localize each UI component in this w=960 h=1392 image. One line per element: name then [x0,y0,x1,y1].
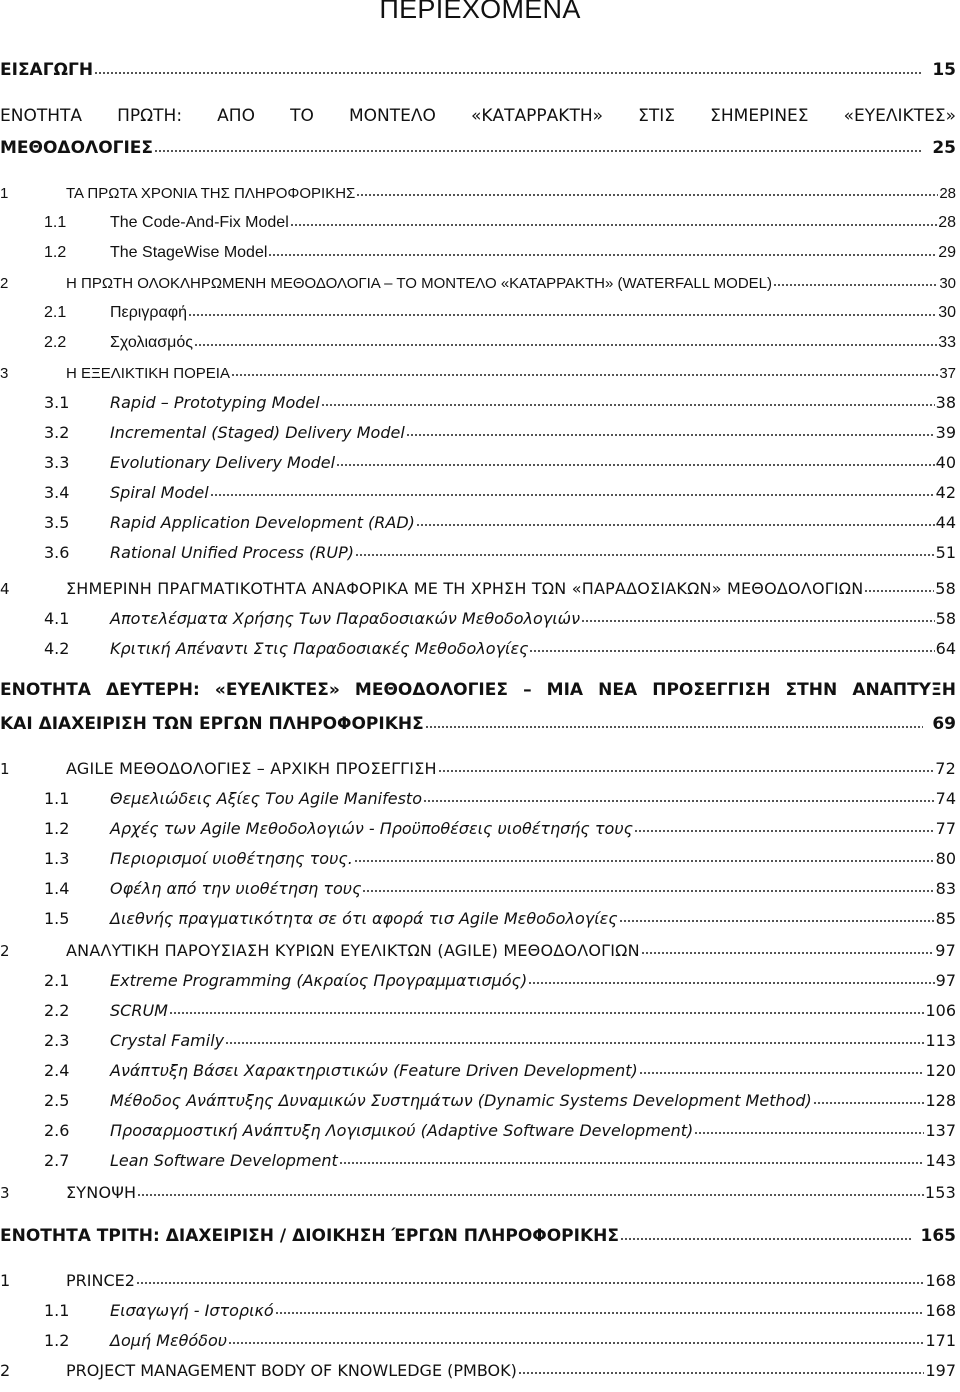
toc-entry-number: 3 [0,1184,10,1202]
toc-dot-leader [639,1071,925,1075]
toc-entry-label: Κριτική Απέναντι Στις Παραδοσιακές Μεθοδολογίες [110,639,529,658]
toc-entry-label: ΕΝΟΤΗΤΑ ΤΡΙΤΗ: ΔΙΑΧΕΙΡΙΣΗ / ΔΙΟΙΚΗΣΗ ΈΡΓΩΝ ΠΛΗΡΟΦΟΡΙΚΗΣ [0,1226,619,1246]
toc-entry-label: Ανάπτυξη Βάσει Χαρακτηριστικών (Feature Driven Development) [110,1061,638,1080]
toc-entry-label: Crystal Family [110,1031,225,1050]
toc-entry-number: 1.2 [44,819,70,838]
toc-entry[interactable] [0,996,956,1020]
toc-entry[interactable] [0,710,956,734]
toc-entry-page: 77 [935,819,956,838]
toc-entry-number: 2 [0,275,9,292]
toc-entry[interactable] [0,388,956,412]
toc-dot-leader [864,589,934,593]
toc-entry[interactable] [0,1026,956,1050]
toc-entry-number: 4.1 [44,609,70,628]
toc-entry[interactable] [0,574,956,598]
toc-entry-label: SCRUM [110,1001,168,1020]
toc-entry-page: 58 [935,579,956,598]
toc-entry-label: Evolutionary Delivery Model [110,453,336,472]
toc-entry[interactable] [0,966,956,990]
toc-entry-number: 2.6 [44,1121,70,1140]
toc-entry[interactable] [0,1146,956,1170]
toc-entry-number: 2.1 [44,971,70,990]
toc-entry-number: 1.2 [44,244,67,261]
toc-entry[interactable] [0,1116,956,1140]
toc-entry-page: 58 [935,609,956,628]
toc-entry-number: 1 [0,1271,11,1290]
toc-entry-number: 2.2 [44,1001,70,1020]
toc-entry-page: 85 [935,909,956,928]
toc-entry-number: 2 [0,942,10,960]
toc-entry-number: 1.3 [44,849,70,868]
toc-dot-leader [136,1281,925,1285]
toc-dot-leader [362,889,934,893]
toc-entry-label: ΕΙΣΑΓΩΓΗ [0,60,94,80]
toc-dot-leader [188,313,937,317]
toc-entry-label: ΜΕΘΟΔΟΛΟΓΙΕΣ [0,138,154,158]
toc-dot-leader [406,433,935,437]
toc-entry-number: 2.7 [44,1151,70,1170]
toc-entry-page: 38 [935,393,956,412]
toc-entry-number: 4.2 [44,639,70,658]
toc-dot-leader [194,343,937,347]
toc-entry[interactable] [0,298,956,322]
toc-dot-leader [231,373,938,377]
toc-entry-page: 80 [935,849,956,868]
toc-entry[interactable] [0,448,956,472]
toc-entry-label: Η ΠΡΩΤΗ ΟΛΟΚΛΗΡΩΜΕΝΗ ΜΕΘΟΔΟΛΟΓΙΑ – ΤΟ ΜΟΝΤΕΛΟ «ΚΑΤΑΡΡΑΚΤΗ» (WATERFALL MODEL) [66,275,772,292]
toc-entry[interactable] [0,1296,956,1320]
toc-entry-page: 74 [935,789,956,808]
toc-entry[interactable] [0,478,956,502]
toc-entry-label: Spiral Model [110,483,209,502]
toc-entry-page: 40 [935,453,956,472]
toc-entry[interactable] [0,604,956,628]
toc-entry[interactable] [0,134,956,158]
toc-entry[interactable] [0,844,956,868]
toc-entry-label: ΑΝΑΛΥΤΙΚΗ ΠΑΡΟΥΣΙΑΣΗ ΚΥΡΙΩΝ ΕΥΕΛΙΚΤΩΝ (AGILE) ΜΕΘΟΔΟΛΟΓΙΩΝ [66,941,640,960]
toc-dot-leader [641,951,934,955]
toc-entry-page: 128 [925,1091,956,1110]
toc-dot-leader [169,1011,924,1015]
toc-entry-label: Lean Software Development [110,1151,338,1170]
toc-entry-number: 1.1 [44,789,70,808]
toc-entry-number: 2.2 [44,334,67,351]
toc-entry[interactable] [0,1086,956,1110]
toc-entry-label: Rapid – Prototyping Model [110,393,320,412]
toc-entry-page: 29 [938,244,956,261]
toc-entry-label: ΕΝΟΤΗΤΑ ΠΡΩΤΗ: ΑΠΟ ΤΟ ΜΟΝΤΕΛΟ «ΚΑΤΑΡΡΑΚΤΗ» ΣΤΙΣ ΣΗΜΕΡΙΝΕΣ «ΕΥΕΛΙΚΤΕΣ» [0,106,956,126]
toc-dot-leader [694,1131,924,1135]
toc-entry-label: Αποτελέσματα Χρήσης Των Παραδοσιακών Μεθοδολογιών [110,609,581,628]
toc-entry-number: 3.5 [44,513,70,532]
toc-entry-page: 44 [935,513,956,532]
toc-entry-label: Μέθοδος Ανάπτυξης Δυναμικών Συστημάτων (Dynamic Systems Development Method) [110,1091,812,1110]
toc-dot-leader [529,649,934,653]
toc-entry-number: 1 [0,185,9,202]
toc-entry[interactable] [0,56,956,80]
toc-entry-label: Rational Unified Process (RUP) [110,543,354,562]
toc-entry[interactable] [0,936,956,960]
toc-entry-page: 168 [925,1271,956,1290]
toc-entry-page: 97 [935,971,956,990]
toc-entry-number: 3.6 [44,543,70,562]
toc-dot-leader [425,725,924,729]
toc-dot-leader [210,493,935,497]
toc-entry-label: Περιορισμοί υιοθέτησης τους. [110,849,353,868]
toc-dot-leader [356,193,938,197]
toc-entry-page: 42 [935,483,956,502]
toc-dot-leader [321,403,935,407]
toc-title: ΠΕΡΙΕΧΟΜΕΝΑ [379,0,581,24]
toc-dot-leader [634,829,935,833]
toc-entry-label: Σχολιασμός [110,334,193,351]
toc-entry-page: 15 [932,60,956,80]
toc-entry-page: 25 [932,138,956,158]
toc-entry-label: ΕΝΟΤΗΤΑ ΔΕΥΤΕΡΗ: «ΕΥΕΛΙΚΤΕΣ» ΜΕΘΟΔΟΛΟΓΙΕΣ – ΜΙΑ ΝΕΑ ΠΡΟΣΕΓΓΙΣΗ ΣΤΗΝ ΑΝΑΠΤΥΞΗ [0,680,956,700]
toc-entry-page: 37 [939,365,956,382]
toc-entry-page: 113 [925,1031,956,1050]
toc-dot-leader [336,463,935,467]
toc-dot-leader [228,1341,924,1345]
toc-entry-page: 51 [935,543,956,562]
toc-entry[interactable] [0,874,956,898]
toc-dot-leader [355,553,935,557]
toc-entry-label: PROJECT MANAGEMENT BODY OF KNOWLEDGE (PMBOK) [66,1361,517,1380]
toc-entry[interactable] [0,814,956,838]
toc-entry-label: AGILE ΜΕΘΟΔΟΛΟΓΙΕΣ – ΑΡΧΙΚΗ ΠΡΟΣΕΓΓΙΣΗ [66,759,437,778]
toc-entry-label: ΤΑ ΠΡΩΤΑ ΧΡΟΝΙΑ ΤΗΣ ΠΛΗΡΟΦΟΡΙΚΗΣ [66,185,356,202]
toc-entry-page: 72 [935,759,956,778]
toc-entry-number: 1.5 [44,909,70,928]
toc-entry-label: The StageWise Model [110,244,268,261]
toc-entry-number: 2.1 [44,304,67,321]
toc-dot-leader [290,223,937,227]
toc-entry[interactable] [0,904,956,928]
toc-dot-leader [268,253,937,257]
toc-entry[interactable] [0,1266,956,1290]
toc-entry-label: Οφέλη από την υιοθέτηση τους [110,879,362,898]
toc-dot-leader [518,1371,925,1375]
toc-entry-page: 97 [935,941,956,960]
toc-entry[interactable] [0,238,956,262]
toc-entry-page: 28 [939,185,956,202]
toc-entry-label: Η ΕΞΕΛΙΚΤΙΚΗ ΠΟΡΕΙΑ [66,365,230,382]
toc-dot-leader [94,71,923,75]
toc-entry-page: 28 [938,214,956,231]
toc-entry-label: Extreme Programming (Ακραίος Προγραμματισμός) [110,971,528,990]
toc-dot-leader [354,859,935,863]
toc-dot-leader [416,523,935,527]
toc-entry-label: ΚΑΙ ΔΙΑΧΕΙΡΙΣΗ ΤΩΝ ΕΡΓΩΝ ΠΛΗΡΟΦΟΡΙΚΗΣ [0,714,424,734]
toc-entry-label: Incremental (Staged) Delivery Model [110,423,405,442]
toc-entry-label: PRINCE2 [66,1271,135,1290]
toc-entry-number: 3.2 [44,423,70,442]
toc-entry[interactable] [0,634,956,658]
toc-dot-leader [620,1237,912,1241]
toc-dot-leader [773,283,938,287]
toc-entry-page: 33 [938,334,956,351]
toc-dot-leader [275,1311,925,1315]
toc-entry[interactable] [0,1056,956,1080]
toc-entry-page: 197 [925,1361,956,1380]
toc-entry-page: 39 [935,423,956,442]
toc-entry[interactable] [0,754,956,778]
toc-entry-number: 1.1 [44,1301,70,1320]
toc-entry-label: Εισαγωγή - Ιστορικό [110,1301,274,1320]
toc-entry[interactable] [0,1222,956,1246]
toc-entry[interactable] [0,508,956,532]
toc-entry-label: The Code-And-Fix Model [110,214,289,231]
toc-entry-label: ΣΗΜΕΡΙΝΗ ΠΡΑΓΜΑΤΙΚΟΤΗΤΑ ΑΝΑΦΟΡΙΚΑ ΜΕ ΤΗ ΧΡΗΣΗ ΤΩΝ «ΠΑΡΑΔΟΣΙΑΚΩΝ» ΜΕΘΟΔΟΛΟΓΙΩΝ [66,579,864,598]
toc-dot-leader [813,1101,925,1105]
toc-dot-leader [581,619,935,623]
toc-entry-label: Δομή Μεθόδου [110,1331,228,1350]
toc-entry[interactable] [0,358,956,382]
toc-entry-label: Θεμελιώδεις Αξίες Του Agile Manifesto [110,789,422,808]
toc-entry-page: 168 [925,1301,956,1320]
toc-entry[interactable] [0,102,956,126]
toc-entry-label: Προσαρμοστική Ανάπτυξη Λογισμικού (Adaptive Software Development) [110,1121,694,1140]
toc-entry[interactable] [0,1356,956,1380]
toc-entry-page: 120 [925,1061,956,1080]
toc-entry-page: 137 [925,1121,956,1140]
toc-entry-number: 2.5 [44,1091,70,1110]
toc-dot-leader [619,919,935,923]
toc-dot-leader [339,1161,925,1165]
toc-entry-page: 69 [932,714,956,734]
toc-entry-number: 2.3 [44,1031,70,1050]
toc-entry-page: 30 [938,304,956,321]
toc-dot-leader [225,1041,924,1045]
toc-dot-leader [137,1193,924,1197]
toc-entry-label: Διεθνής πραγματικότητα σε ότι αφορά τισ Agile Μεθοδολογίες [110,909,618,928]
toc-entry[interactable] [0,1178,956,1202]
toc-entry-number: 1 [0,760,10,778]
toc-entry-page: 171 [925,1331,956,1350]
toc-entry-label: Rapid Application Development (RAD) [110,513,415,532]
toc-dot-leader [154,149,923,153]
toc-dot-leader [438,769,934,773]
toc-entry-page: 83 [935,879,956,898]
toc-entry-page: 106 [925,1001,956,1020]
toc-entry-label: ΣΥΝΟΨΗ [66,1183,137,1202]
toc-entry-page: 143 [925,1151,956,1170]
toc-dot-leader [423,799,935,803]
toc-entry-number: 3.3 [44,453,70,472]
toc-entry[interactable] [0,676,956,700]
toc-entry-number: 3.4 [44,483,70,502]
toc-entry[interactable] [0,268,956,292]
toc-entry[interactable] [0,538,956,562]
toc-entry[interactable] [0,418,956,442]
toc-entry-label: Περιγραφή [110,304,187,321]
toc-entry-number: 3 [0,365,9,382]
toc-entry-number: 2.4 [44,1061,70,1080]
toc-dot-leader [528,981,934,985]
toc-entry-number: 2 [0,1361,11,1380]
toc-entry-page: 153 [924,1183,956,1202]
toc-entry-number: 1.4 [44,879,70,898]
toc-entry[interactable] [0,178,956,202]
toc-entry[interactable] [0,208,956,232]
toc-entry-number: 1.1 [44,214,67,231]
toc-entry-label: Αρχές των Agile Μεθοδολογιών - Προϋποθέσεις υιοθέτησής τους [110,819,633,838]
toc-entry[interactable] [0,784,956,808]
toc-entry-page: 30 [939,275,956,292]
toc-entry-page: 64 [935,639,956,658]
toc-entry-number: 1.2 [44,1331,70,1350]
toc-entry[interactable] [0,328,956,352]
toc-entry[interactable] [0,1326,956,1350]
toc-entry-number: 4 [0,580,10,598]
toc-entry-number: 3.1 [44,393,70,412]
toc-entry-page: 165 [920,1226,956,1246]
